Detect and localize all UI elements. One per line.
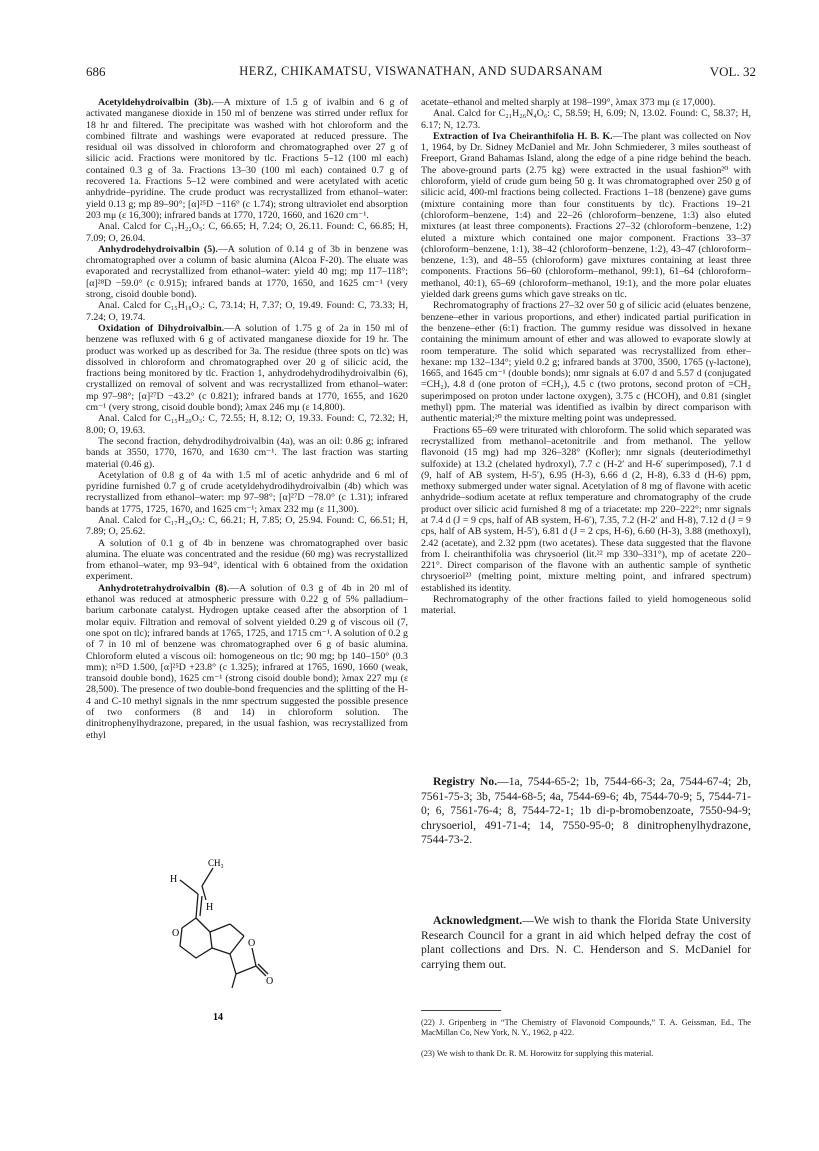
section-heading: Anhydrodehydroivalbin (5). [98, 243, 218, 255]
structure-number: 14 [213, 1012, 223, 1023]
chemical-structure-14 [160, 856, 280, 1026]
oxygen-label: O [172, 928, 180, 939]
analysis-paragraph: Anal. Calcd for C₁₅H₂₀O₃: C, 72.55; H, 8.12; O, 19.33. Found: C, 72.32; H, 8.00; O, 19.63. [86, 413, 408, 436]
acknowledgment-heading: Acknowledgment. [433, 914, 523, 927]
acknowledgment-text: —We wish to thank the Florida State University Research Council for a grant in aid which helped defray the cost of plant collections and Drs. N. C. Henderson and S. McDaniel for carrying them out. [421, 914, 751, 971]
paragraph [86, 583, 408, 741]
paragraph-text: —A solution of 1.75 g of 2a in 150 ml of benzene was refluxed with 6 g of activated manganese dioxide for 19 hr. The product was worked up as described for 3a. The residue (three spots on tlc) was dissolved in chloroform and chromatographed over 20 g of silicic acid, the fractions being monitored by tlc. Fraction 1, anhydrodehydrodihydroivalbin (6), crystallized on removal of solvent and was recrystallized from ethanol–water: mp 97–98°; [α]²⁷D −43.2° (c 0.821); infrared bands at 1770, 1655, and 1620 cm⁻¹ (very strong, cisoid double bond); λmax 246 mμ (ε 14,800). [86, 322, 408, 414]
paragraph-text: —A mixture of 1.5 g of ivalbin and 6 g of activated manganese dioxide in 150 ml of benzene was stirred under reflux for 18 hr and filtered. The precipitate was washed with hot chloroform and the combined filtrate and washings were evaporated at reduced pressure. The residual oil was dissolved in chloroform and chromatographed over 27 g of silicic acid. Fractions were monitored by tlc. Fractions 5–12 (100 ml each) contained 0.3 g of 3a. Fractions 13–30 (100 ml each) contained 0.7 g of recovered 1a. Fractions 5–12 were combined and were acetylated with acetic anhydride–pyridine. The crude product was recrystallized from ethanol–water: yield 0.13 g; mp 89–90°; [α]²⁵D −116° (c 1.74); strong ultraviolet end absorption 203 mμ (ε 16,300); infrared bands at 1770, 1720, 1660, and 1620 cm⁻¹. [86, 97, 408, 221]
paragraph [86, 97, 408, 221]
left-column [86, 97, 408, 741]
oxygen-label: O [266, 976, 274, 987]
paragraph: Rechromatography of the other fractions failed to yield homogeneous solid material. [421, 594, 751, 617]
analysis-paragraph: Anal. Calcd for C₁₅H₁₈O₃: C, 73.14; H, 7.37; O, 19.49. Found: C, 73.33; H, 7.24; O, 19.74. [86, 300, 408, 323]
analysis-paragraph: Anal. Calcd for C₁₇H₂₄O₅: C, 66.21; H, 7.85; O, 25.94. Found: C, 66.51; H, 7.89; O, 25.62. [86, 514, 408, 538]
registry-text: —1a, 7544-65-2; 1b, 7544-66-3; 2a, 7544-67-4; 2b, 7561-75-3; 3b, 7544-68-5; 4a, 7544-69-6; 4b, 7544-70-9; 5, 7544-71-0; 6, 7561-76-4; 8, 7544-72-1; 1b di-p-bromobenzoate, 7550-94-9; chrysoeriol, 491-71-4; 14, 7550-95-0; 8 dinitrophenylhydrazone, 7544-73-2. [421, 775, 751, 847]
right-column [421, 97, 751, 617]
footnote-22: (22) J. Gripenberg in “The Chemistry of Flavonoid Compounds,” T. A. Geissman, Ed., The MacMillan Co, New York, N. Y., 1962, p 422. [421, 1018, 751, 1037]
section-heading: Anhydrotetrahydroivalbin (8). [98, 582, 230, 594]
section-heading: Acetyldehydroivalbin (3b). [98, 97, 214, 108]
paragraph: A solution of 0.1 g of 4b in benzene was chromatographed over basic alumina. The eluate was concentrated and the residue (60 mg) was recrystallized from ethanol–water, mp 93–94°, identical with 6 obtained from the oxidation experiment. [86, 537, 408, 583]
paragraph [86, 323, 408, 413]
volume-label: VOL. 32 [709, 64, 756, 79]
hydrogen-label: H [170, 874, 178, 885]
registry-numbers [421, 775, 751, 848]
page-header [86, 64, 756, 84]
section-heading: Extraction of Iva Cheiranthifolia H. B. K. [433, 130, 613, 142]
paragraph: acetate–ethanol and melted sharply at 198–199°, λmax 373 mμ (ε 17,000). [421, 97, 716, 108]
paragraph [421, 131, 751, 300]
paragraph-text: —A solution of 0.3 g of 4b in 20 ml of ethanol was reduced at atmospheric pressure with 0.22 g of 5% palladium–barium carbonate catalyst. Hydrogen uptake ceased after the absorption of 1 molar equiv. Filtration and removal of solvent yielded 0.29 g of viscous oil (7, one spot on tlc); infrared bands at 1765, 1725, and 1715 cm⁻¹. A solution of 0.2 g of 7 in 10 ml of benzene was chromatographed over 6 g of basic alumina. Chloroform eluted a viscous oil: homogeneous on tlc; 90 mg; bp 140–150° (0.3 mm); n²⁵D 1.500, [α]²⁵D +23.8° (c 1.325); infrared at 1765, 1690, 1660 (weak, transoid double bond), 1625 cm⁻¹ (strong cisoid double bond); λmax 227 mμ (ε 28,500). The presence of two double-bond frequencies and the splitting of the H-4 and C-10 methyl signals in the nmr spectrum suggested the possible presence of two conformers (8 and 14) in chloroform solution. The dinitrophenylhydrazone, prepared, in the usual fashion, was recrystallized from ethyl [86, 582, 408, 741]
paragraph-text: —The plant was collected on Nov 1, 1964, by Dr. Sidney McDaniel and Mr. John Schmiederer, 3 miles southeast of Freeport, Grand Bahamas Island, along the edge of a pine ridge behind the beach. The above-ground parts (2.75 kg) were extracted in the usual fashion²⁰ with chloroform, yield of crude gum being 50 g. It was chromatographed over 250 g of silicic acid, 400-ml fractions being collected. Fractions 1–18 (benzene) gave gums (mixture containing more than four constituents by tlc). Fractions 19–21 (chloroform–benzene, 1:4) and 22–26 (chloroform–benzene, 1:3) also eluted mixtures (at least three components). Fractions 27–32 (chloroform–benzene, 1:2) eluted a mixture which contained one major component. Fractions 33–37 (chloroform–benzene, 1:1), 38–42 (chloroform–benzene, 1:2), 43–47 (chloroform–benzene, 1:3), and 48–55 (chloroform) gave mixtures containing at least three components. Fractions 56–60 (chloroform–methanol, 99:1), 61–64 (chloroform–methanol, 40:1), 65–69 (chloroform–methanol, 19:1), and the more polar eluates yielded dark greens gums which gave streaks on tlc. [421, 130, 752, 301]
paragraph: Fractions 65–69 were triturated with chloroform. The solid which separated was recrystallized from methanol–acetonitrile and from methanol. The yellow flavonoid (15 mg) had mp 326–328° (Kofler); nmr signals (deuteriodimethyl sulfoxide) at 13.2 (chelated hydroxyl), 7.7 c (H-2′ and H-6′ superimposed), 7.1 d (9, half of AB system, H-5′), 6.95 (H-3), 6.66 d (2, H-8), 6.33 d (H-6) ppm, methoxy submerged under water signal. Acetylation of 8 mg of flavone with acetic anhydride–sodium acetate at reflux temperature and chromatography of the crude product over silicic acid furnished 8 mg of a triacetate: mp 220–222°; nmr signals at 7.4 d (J = 9 cps, half of AB system, H-6′), 7.35, 7.2 (H-2′ and H-8), 7.12 d (J = 9 cps, half of AB system, H-5′), 6.81 d (J = 2 cps, H-6), 6.60 (H-3), 3.88 (methoxyl), 2.42 (acetate), and 2.32 ppm (two acetates). These data suggested that the flavone from I. cheiranthifolia was chrysoeriol (lit.²² mp 330–331°), mp of acetate 220–221°. Direct comparison of the flavone with an authentic sample of synthetic chrysoeriol²³ (melting point, mixture melting point, and infrared spectrum) established its identity. [421, 424, 751, 594]
page-number: 686 [86, 64, 106, 79]
paragraph-text: —A solution of 0.14 g of 3b in benzene was chromatographed over a column of basic alumina (Alcoa F-20). The eluate was evaporated and recrystallized from ethanol–water: yield 40 mg; mp 117–118°; [α]²⁸D −59.0° (c 0.915); infrared bands at 1770, 1650, and 1625 cm⁻¹ (very strong, cisoid double bond). [86, 243, 408, 301]
footnote-23: (23) We wish to thank Dr. R. M. Horowitz for supplying this material. [421, 1049, 654, 1058]
acknowledgment [421, 914, 751, 972]
hydrogen-label: H [206, 902, 214, 913]
footnote-divider [421, 1010, 501, 1011]
methyl-label: CH₃ [208, 858, 224, 868]
analysis-paragraph: Anal. Calcd for C₁₇H₂₂O₅: C, 66.65; H, 7.24; O, 26.11. Found: C, 66.85; H, 7.09; O, 26.04. [86, 221, 408, 244]
analysis-paragraph: Anal. Calcd for C₂₁H₂₆N₄O₆: C, 58.59; H, 6.09; N, 13.02. Found: C, 58.37; H, 6.17; N, 12.73. [421, 108, 751, 131]
oxygen-label: O [248, 938, 256, 949]
paragraph: Rechromatography of fractions 27–32 over 50 g of silicic acid (eluates benzene, benzene–ether in various proportions, and ether) indicated partial purification in the benzene–ether (6:1) fraction. The gummy residue was dissolved in hexane containing the minimum amount of ether and was allowed to evaporate slowly at room temperature. The solid which separated was recrystallized from ether–hexane: mp 132–134°; yield 0.2 g; infrared bands at 3700, 3500, 1765 (γ-lactone), 1665, and 1645 cm⁻¹ (double bonds); nmr signals at 6.07 d and 5.57 d (conjugated =CH₂), 4.8 d (one proton of =CH₂), 4.5 c (two protons, second proton of =CH₂ superimposed on proton under lactone oxygen), 3.75 c (HCOH), and 0.81 (singlet methyl) ppm. The material was identified as ivalbin by direct comparison with authentic material;²⁰ the mixture melting point was undepressed. [421, 300, 751, 425]
paragraph: The second fraction, dehydrodihydroivalbin (4a), was an oil: 0.86 g; infrared bands at 3550, 1770, 1670, and 1630 cm⁻¹. The last fraction was starting material (0.46 g). [86, 435, 408, 470]
paragraph [86, 244, 408, 300]
section-heading: Oxidation of Dihydroivalbin. [98, 322, 225, 334]
registry-heading: Registry No. [433, 775, 498, 788]
running-authors: HERZ, CHIKAMATSU, VISWANATHAN, AND SUDARSANAM [239, 64, 603, 78]
paragraph: Acetylation of 0.8 g of 4a with 1.5 ml of acetic anhydride and 6 ml of pyridine furnished 0.7 g of crude acetyldehydrodihydroivalbin (4b) which was recrystallized from ethanol–water: mp 97–98°; [α]²⁷D −78.0° (c 1.31); infrared bands at 1775, 1725, 1670, and 1625 cm⁻¹; λmax 232 mμ (ε 11,300). [86, 469, 408, 515]
